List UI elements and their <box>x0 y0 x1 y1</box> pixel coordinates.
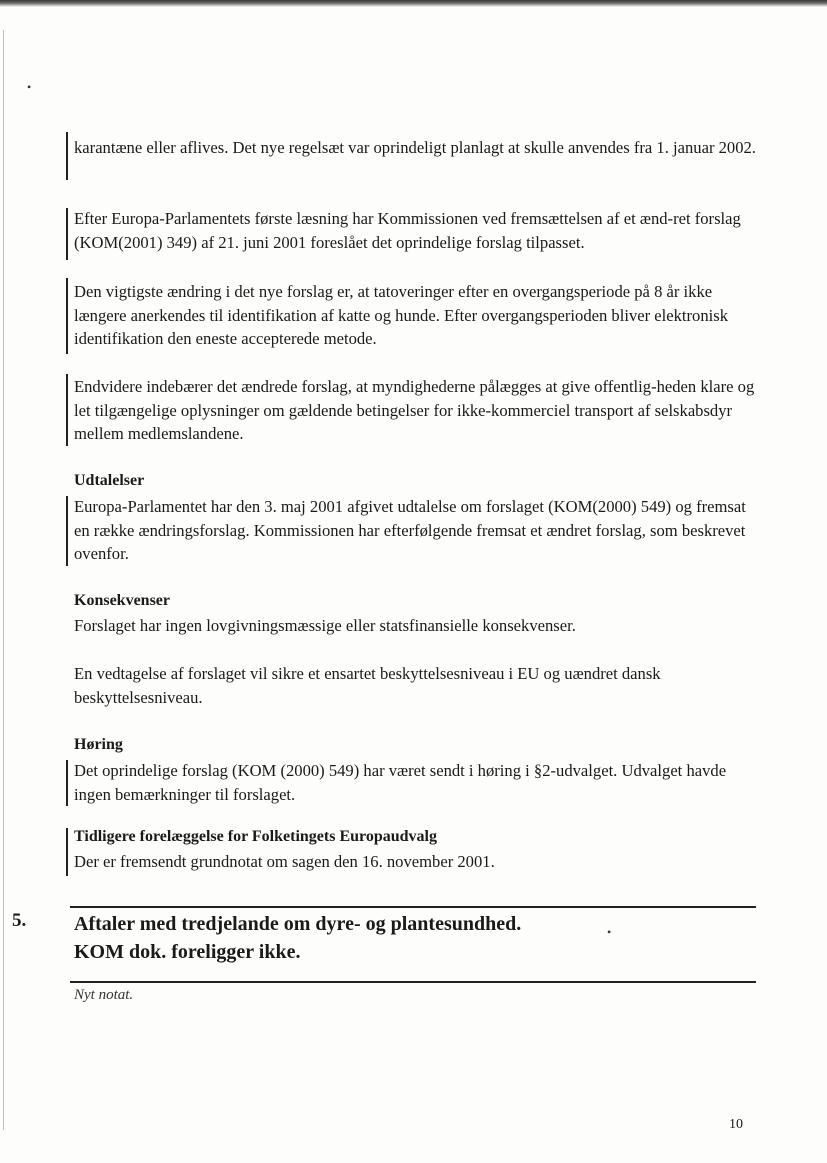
heading-konsekvenser: Konsekvenser <box>74 592 170 609</box>
change-bar <box>66 132 68 180</box>
paragraph-europa-parlamentet: Efter Europa-Parlamentets første læsning har Kommissionen ved fremsættelsen af et ænd-ret forslag (KOM(2001) 349) af 21. juni 2001 foreslået det oprindelige forslag tilpasset. <box>74 209 741 252</box>
change-bar <box>66 374 68 446</box>
change-bar <box>66 760 68 806</box>
section-title <box>74 910 521 966</box>
section-note: Nyt notat. <box>74 987 134 1003</box>
section-number: 5. <box>12 910 27 931</box>
konsekvenser-text-1: Forslaget har ingen lovgivningsmæssige eller statsfinansielle konsekvenser. <box>74 616 576 635</box>
konsekvenser-text-2: En vedtagelse af forslaget vil sikre et ensartet beskyttelsesniveau i EU og uændret dansk beskyttelsesniveau. <box>74 664 661 707</box>
page-number: 10 <box>729 1117 743 1132</box>
paragraph-endvidere: Endvidere indebærer det ændrede forslag, at myndighederne pålægges at give offentlig-heden klare og let tilgængelige oplysninger om gældende betingelser for ikke-kommerciel transport af selskabsdyr mellem medlemslandene. <box>74 377 755 443</box>
scan-top-edge <box>0 0 827 7</box>
change-bar <box>66 278 68 354</box>
section-rule-bottom <box>70 981 756 983</box>
change-bar <box>66 828 68 876</box>
change-bar <box>66 496 68 566</box>
heading-tidligere-forelaeggelse: Tidligere forelæggelse for Folketingets Europaudvalg <box>74 828 437 845</box>
scan-speck: • <box>607 925 612 939</box>
heading-horing: Høring <box>74 736 123 753</box>
section-rule-top <box>70 906 756 908</box>
paragraph-vigtigste-aendring: Den vigtigste ændring i det nye forslag er, at tatoveringer efter en overgangsperiode på 8 år ikke længere anerkendes til identifikation af katte og hunde. Efter overgangsperioden bliver elektronisk identifikation den eneste accepterede metode. <box>74 282 729 348</box>
scan-left-edge <box>3 30 4 1130</box>
horing-text: Det oprindelige forslag (KOM (2000) 549) har været sendt i høring i §2-udvalget. Udvalget havde ingen bemærkninger til forslaget. <box>74 761 727 804</box>
paragraph-tatoveringer-intro: karantæne eller aflives. Det nye regelsæt var oprindeligt planlagt at skulle anvendes fra 1. januar 2002. <box>74 138 756 157</box>
tidligere-text: Der er fremsendt grundnotat om sagen den 16. november 2001. <box>74 852 495 871</box>
change-bar <box>66 208 68 260</box>
section-title-line-2: KOM dok. foreligger ikke. <box>74 941 301 963</box>
udtalelser-text: Europa-Parlamentet har den 3. maj 2001 afgivet udtalelse om forslaget (KOM(2000) 549) og fremsat en række ændringsforslag. Kommissionen har efterfølgende fremsat et ændret forslag, som beskrevet ovenfor. <box>74 497 746 563</box>
section-title-line-1: Aftaler med tredjelande om dyre- og plantesundhed. <box>74 913 522 935</box>
heading-udtalelser: Udtalelser <box>74 472 145 489</box>
scan-speck: • <box>27 80 32 94</box>
